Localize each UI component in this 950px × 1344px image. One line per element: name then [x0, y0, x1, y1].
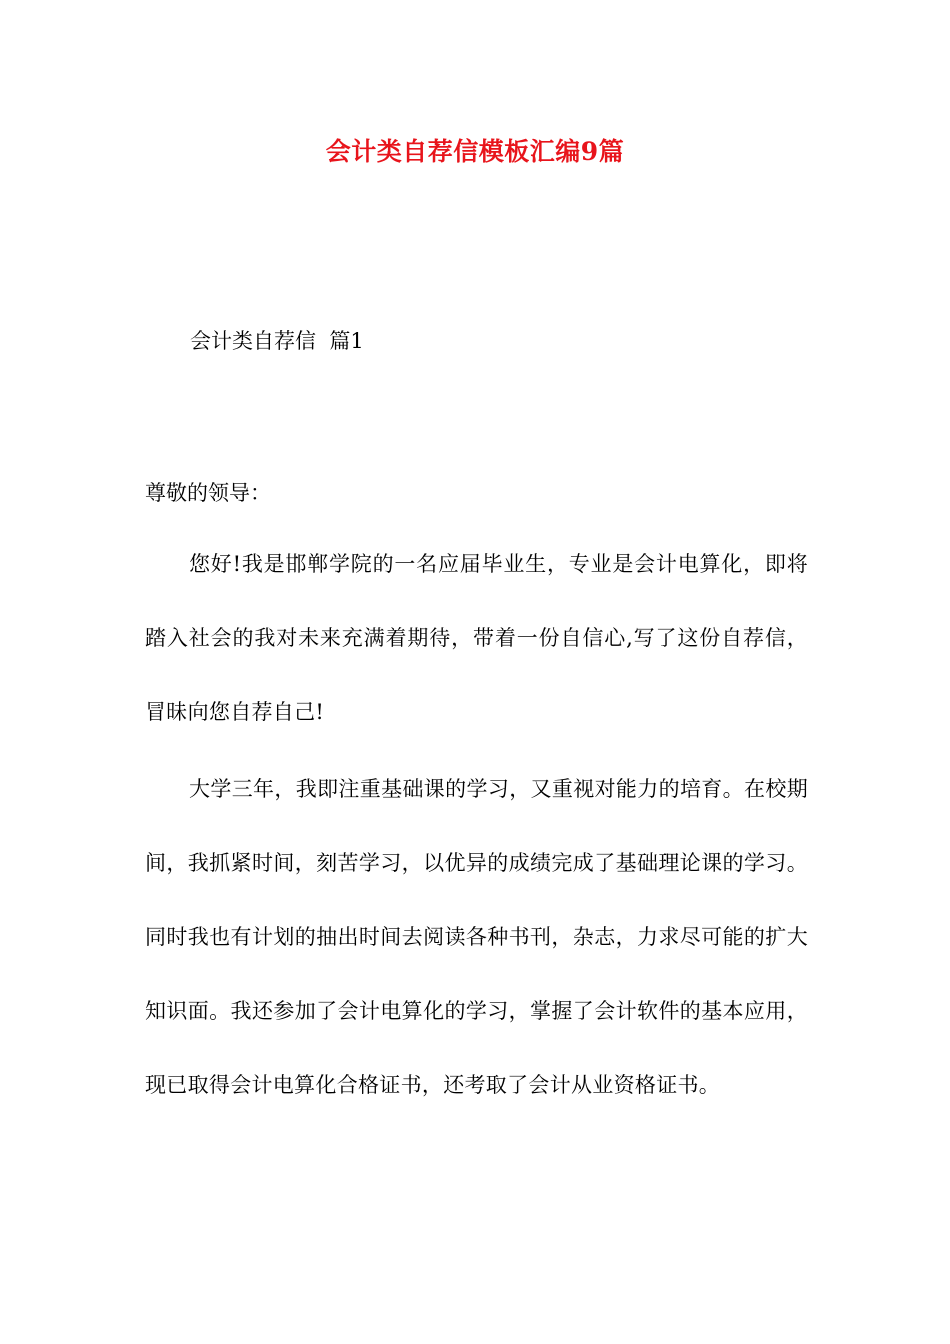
section-heading: 会计类自荐信 篇1: [190, 329, 364, 353]
salutation: 尊敬的领导：: [145, 481, 271, 505]
body-paragraph: 大学三年，我即注重基础课的学习，又重视对能力的培育。在校期间，我抓紧时间，刻苦学习，以优异的成绩完成了基础理论课的学习。同时我也有计划的抽出时间去阅读各种书刊，杂志，力求尽可能的扩大知识面。我还参加了会计电算化的学习，掌握了会计软件的基本应用，现已取得会计电算化合格证书，还考取了会计从业资格证书。: [145, 777, 808, 1097]
document-title: 会计类自荐信模板汇编9篇: [325, 137, 625, 166]
body-paragraph: 您好!我是邯郸学院的一名应届毕业生，专业是会计电算化，即将踏入社会的我对未来充满着期待，带着一份自信心,写了这份自荐信，冒昧向您自荐自己!: [145, 552, 808, 724]
